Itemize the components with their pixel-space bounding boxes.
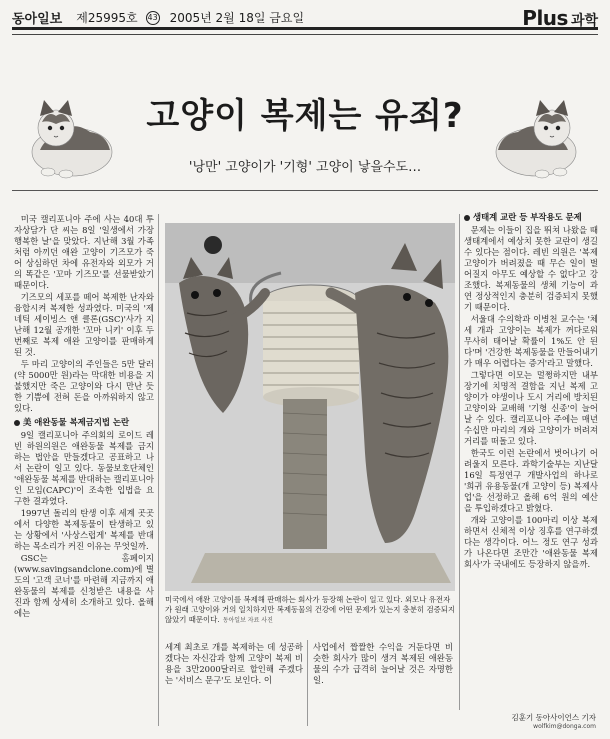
article-headline: 고양이 복제는 유죄? <box>146 96 464 136</box>
article-subhead: '낭만' 고양이가 '기형' 고양이 낳을수도… <box>188 160 422 175</box>
issue-number: 제25995호 <box>76 11 138 25</box>
photo-caption <box>165 595 455 626</box>
page-number: 43 <box>146 11 160 25</box>
bullet-icon <box>464 215 470 221</box>
col1-paragraph: GSC는 홈페이지(www.savingsandclone.com)에 별도의 '고객 코너'를 마련해 지금까지 애완동물의 복제를 신청받은 내용을 사진과 함께 상세히 소개하고 있다. 올해에는 <box>14 553 154 618</box>
col1-paragraph: 1997년 돌리의 탄생 이후 세계 곳곳에서 다양한 복제동물이 탄생하고 있는 상황에서 '사상스럽게' 복제를 반대하는 목소리가 커진 이유는 무엇일까. <box>14 508 154 551</box>
headline-rule <box>12 190 598 191</box>
masthead-rule <box>12 34 598 35</box>
column-2-bottom <box>165 642 303 687</box>
bullet-icon <box>14 420 20 426</box>
column-divider <box>459 214 460 710</box>
col1-subheading: 美 애완동물 복제금지법 논란 <box>14 417 154 428</box>
col4-paragraph: 문제는 이들이 집을 뛰쳐 나왔을 때 생태계에서 예상치 못한 교란이 생길 수 있다는 점이다. 레빈 의원은 '복제 고양이가 버려졌을 때 무슨 일이 벌어질지 아무도 예상할 수 없다'고 강조했다. 복제동물의 생체 기능이 과연 정상적인지 충분히 검증되지 못했기 때문이다. <box>464 225 598 312</box>
column-1 <box>14 214 154 620</box>
paper-name: 동아일보 <box>12 12 63 27</box>
col2-paragraph: 세계 최초로 개를 복제하는 데 성공하겠다는 자신감과 함께 고양이 복제 비용을 3만2000달러로 할인해 주겠다는 '서비스 문구'도 보인다. 이 <box>165 642 303 685</box>
col1-paragraph: 두 마리 고양이의 주인들은 5만 달러(약 5000만 원)라는 막대한 비용을 지불했지만 죽은 고양이와 다시 만난 듯한 기쁨에 전혀 돈을 아까워하지 않고 있다. <box>14 359 154 413</box>
masthead <box>12 5 598 30</box>
cats-photo <box>165 223 455 591</box>
column-3-bottom <box>313 642 453 687</box>
col4-paragraph: 서울대 수의학과 이병천 교수는 '체세 개과 고양이는 복제가 꺼다로워 무사히 태어날 확률이 1%도 안 된다'며 '건강한 복제동물을 만들어내기가 매우 어렵다는 증거'라고 말했다. <box>464 314 598 368</box>
column-4 <box>464 212 598 571</box>
col4-subheading: 생태계 교란 등 부작용도 문제 <box>464 212 598 223</box>
caption-text: 미국에서 애완 고양이를 복제해 판매하는 회사가 등장해 논란이 일고 있다. 외모나 유전자가 원래 고양이와 거의 일치하지만 복제동물의 건강에 어떤 문제가 있는지 충분히 검증되지 않았기 때문이다. <box>165 595 456 624</box>
col4-paragraph: 한국도 이런 논란에서 벗어나기 어려울지 모른다. 과학기술부는 지난달 16일 특정연구 개발사업의 하나로 '희귀 유용동물(개 고양이 등) 복제사업'을 선정하고 올해 6억 원의 예산을 투입하겠다고 밝혔다. <box>464 448 598 513</box>
col4-paragraph: 개와 고양이를 100마리 이상 복제하면서 신체적 이상 징후를 연구하겠다는 생각이다. 어느 정도 연구 성과가 나온다면 조만간 '애완동물 복제회사'가 국내에도 등장하지 않을까. <box>464 515 598 569</box>
col1-paragraph: 미국 캘리포니아 주에 사는 40대 투자상담가 단 씨는 8일 '일생에서 가장 행복한 날'을 맞았다. 지난해 3월 가족처럼 아끼던 애완 고양이 기즈모가 죽어 상심하던 차에 유전자와 외모가 거의 똑같은 '꼬마 기즈모'를 선물받았기 때문이다. <box>14 214 154 290</box>
photo-credit: 동아일보 자료 사진 <box>222 617 273 624</box>
col1-paragraph: 9일 캘리포니아 주의회의 로이드 레빈 하원의원은 애완동물 복제를 금지하는 법안을 만들겠다고 공표하고 나서 논란이 일고 있다. 동물보호단체인 '애완동물 복제를 반대하는 캘리포니아인 모임(CAPC)'이 조속한 입법을 요구한 결과였다. <box>14 430 154 506</box>
byline <box>512 712 596 730</box>
col3-paragraph: 사업에서 짭짤한 수익을 거둔다면 비슷한 회사가 많이 생겨 복제된 애완동물의 수가 급격히 늘어날 것은 자명한 일. <box>313 642 453 685</box>
section-name: 과학 <box>570 12 598 29</box>
col1-paragraph: 기즈모의 세포를 떼어 복제한 난자와 융합시켜 복제한 성과였다. 미국의 '제네틱 세이빙스 앤 클론(GSC)'사가 지난해 12월 공개한 '꼬마 니키' 이후 두 번째로 복제 애완 고양이를 판매하게 된 것. <box>14 292 154 357</box>
section-plus: Plus <box>522 5 568 30</box>
publication-date: 2005년 2월 18일 금요일 <box>169 11 305 25</box>
byline-name: 김훈기 동아사이언스 기자 <box>511 713 596 722</box>
section-label <box>522 6 598 30</box>
column-divider <box>307 640 308 726</box>
byline-email: wolfkim@donga.com <box>533 723 596 730</box>
column-divider <box>158 214 159 726</box>
col4-paragraph: 그렇다면 이모는 멀쩡하지만 내부 장기에 치명적 결함을 지닌 복제 고양이가 야생이나 도시 거리에 방치된 고양이와 교배해 '기형 신종'이 늘어날 수 있다. 캘리포니아 주에는 매년 수십만 마리의 개와 고양이가 버려져 거리를 떠돌고 있다. <box>464 370 598 446</box>
